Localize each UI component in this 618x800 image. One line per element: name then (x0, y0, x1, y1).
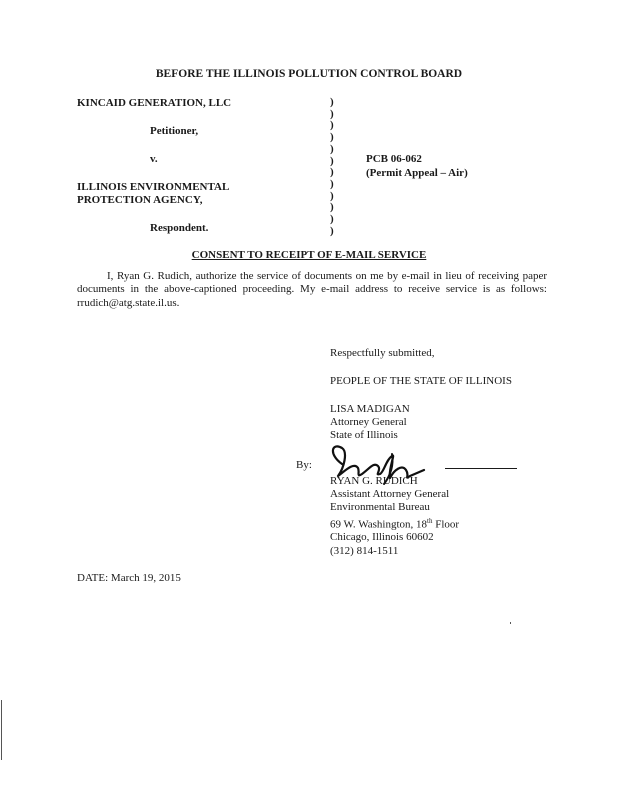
address-street-line (330, 515, 459, 532)
address-street: 69 W. Washington, 18 (330, 518, 428, 531)
respondent-name-line1: ILLINOIS ENVIRONMENTAL (77, 181, 230, 193)
caption-paren-column (330, 97, 338, 237)
court-heading: BEFORE THE ILLINOIS POLLUTION CONTROL BOARD (155, 68, 463, 80)
consent-paragraph: I, Ryan G. Rudich, authorize the service of documents on me by e-mail in lieu of receiving paper documents in the above-captioned proceeding. My e-mail address to receive service is as follows: rrudich@atg.state.il.us. (77, 270, 547, 309)
respondent-name-line2: PROTECTION AGENCY, (77, 194, 203, 206)
address-superscript: th (427, 516, 433, 525)
respectfully-submitted: Respectfully submitted, (330, 347, 435, 359)
paren: ) (330, 96, 334, 108)
document-title: CONSENT TO RECEIPT OF E-MAIL SERVICE (191, 249, 427, 261)
paren: ) (330, 189, 334, 202)
paren: ) (330, 107, 334, 120)
petitioner-label: Petitioner, (150, 125, 199, 137)
by-label: By: (296, 459, 312, 471)
people-line: PEOPLE OF THE STATE OF ILLINOIS (330, 375, 512, 387)
paren: ) (330, 142, 334, 155)
ag-title: Attorney General (330, 416, 407, 429)
scan-speck (510, 622, 511, 624)
scan-edge-mark (1, 700, 2, 760)
ag-name: LISA MADIGAN (330, 403, 410, 415)
case-number: PCB 06-062 (366, 153, 422, 165)
paren: ) (330, 224, 334, 237)
address-floor: Floor (432, 518, 460, 531)
address-city: Chicago, Illinois 60602 (330, 531, 434, 544)
paren: ) (330, 119, 334, 132)
paren: ) (330, 166, 334, 179)
signer-name: RYAN G. RUDICH (330, 475, 418, 487)
phone-number: (312) 814-1511 (330, 544, 399, 557)
date-line: DATE: March 19, 2015 (77, 572, 181, 584)
paren: ) (330, 131, 334, 144)
attorney-general-block (330, 403, 410, 443)
versus-label: v. (150, 153, 158, 165)
paren: ) (330, 177, 334, 190)
paren: ) (330, 201, 334, 214)
petitioner-name: KINCAID GENERATION, LLC (77, 97, 232, 109)
signature-line (445, 468, 517, 469)
bureau-name: Environmental Bureau (330, 501, 430, 514)
paren: ) (330, 213, 334, 226)
signer-title: Assistant Attorney General (330, 488, 450, 501)
ag-state: State of Illinois (330, 429, 398, 442)
signer-block (330, 475, 459, 558)
case-type: (Permit Appeal – Air) (366, 167, 468, 179)
paren: ) (330, 154, 334, 167)
respondent-label: Respondent. (150, 222, 209, 234)
